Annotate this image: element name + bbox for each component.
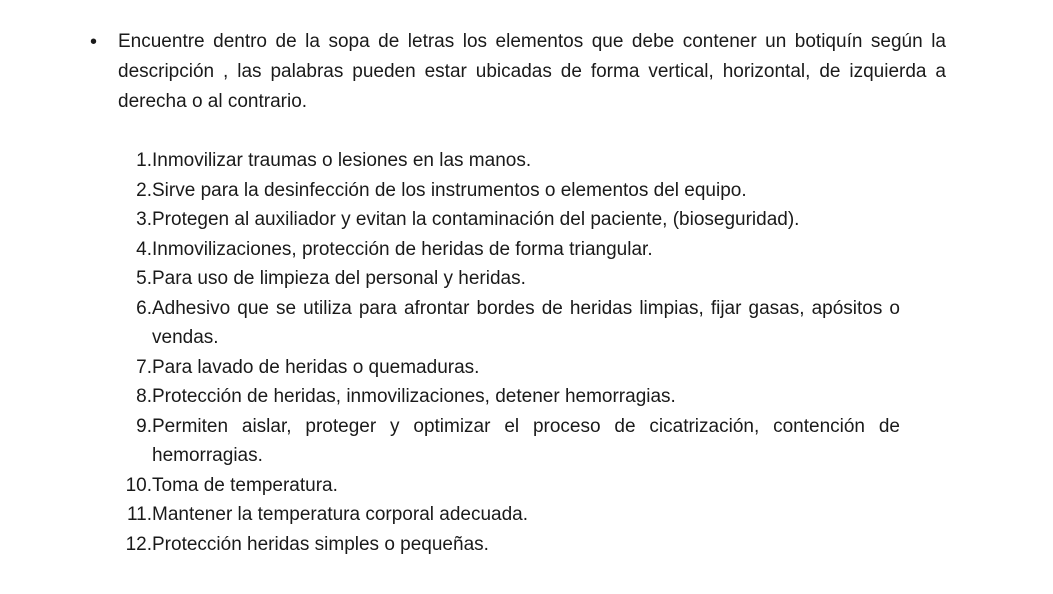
list-item-text: Protección heridas simples o pequeñas. [152, 533, 489, 555]
list-item [108, 353, 900, 383]
list-item-number: 7. [136, 356, 152, 378]
list-item-number: 6. [136, 297, 152, 319]
list-item-number: 1. [136, 150, 152, 171]
list-item-text: Adhesivo que se utiliza para afrontar bordes de heridas limpias, fijar gasas, apósitos o vendas. [152, 297, 900, 348]
list-item-text: Inmovilizaciones, protección de heridas de forma triangular. [152, 238, 653, 260]
list-item [108, 530, 900, 560]
list-item [108, 205, 900, 235]
list-item [108, 471, 900, 501]
list-item-number: 2. [136, 179, 152, 201]
list-item-text: Mantener la temperatura corporal adecuada. [152, 504, 529, 525]
list-item-number: 12. [125, 533, 152, 555]
list-item-text: Inmovilizar traumas o lesiones en las manos. [152, 150, 532, 171]
list-item-number: 9. [136, 415, 152, 437]
list-item-number: 10. [125, 474, 152, 496]
list-item [108, 412, 900, 471]
list-item-text: Protegen al auxiliador y evitan la contaminación del paciente, (bioseguridad). [152, 209, 800, 230]
list-item-text: Para lavado de heridas o quemaduras. [152, 356, 480, 378]
list-item-number: 11. [126, 504, 152, 525]
numbered-list [108, 146, 900, 559]
bullet-icon: • [90, 31, 98, 53]
list-item-number: 4. [136, 238, 152, 260]
list-item [108, 294, 900, 353]
list-item-number: 5. [136, 268, 152, 289]
list-item-number: 8. [136, 386, 152, 407]
list-item [108, 264, 900, 294]
list-item-number: 3. [136, 209, 152, 230]
intro-text: Encuentre dentro de la sopa de letras los elementos que debe contener un botiquín según la descripción , las palabras pueden estar ubicadas de forma vertical, horizontal, de izquierda a derecha o al contrario. [118, 31, 946, 112]
list-item-text: Toma de temperatura. [152, 474, 338, 496]
intro-paragraph [90, 27, 946, 117]
list-item [108, 176, 900, 206]
list-item [108, 235, 900, 265]
list-item-text: Sirve para la desinfección de los instrumentos o elementos del equipo. [152, 179, 747, 201]
list-item-text: Permiten aislar, proteger y optimizar el proceso de cicatrización, contención de hemorragias. [152, 415, 900, 466]
list-item [108, 500, 900, 530]
list-item-text: Protección de heridas, inmovilizaciones, detener hemorragias. [152, 386, 676, 407]
list-item-text: Para uso de limpieza del personal y heridas. [152, 268, 526, 289]
list-item [108, 382, 900, 412]
list-item [108, 146, 900, 176]
